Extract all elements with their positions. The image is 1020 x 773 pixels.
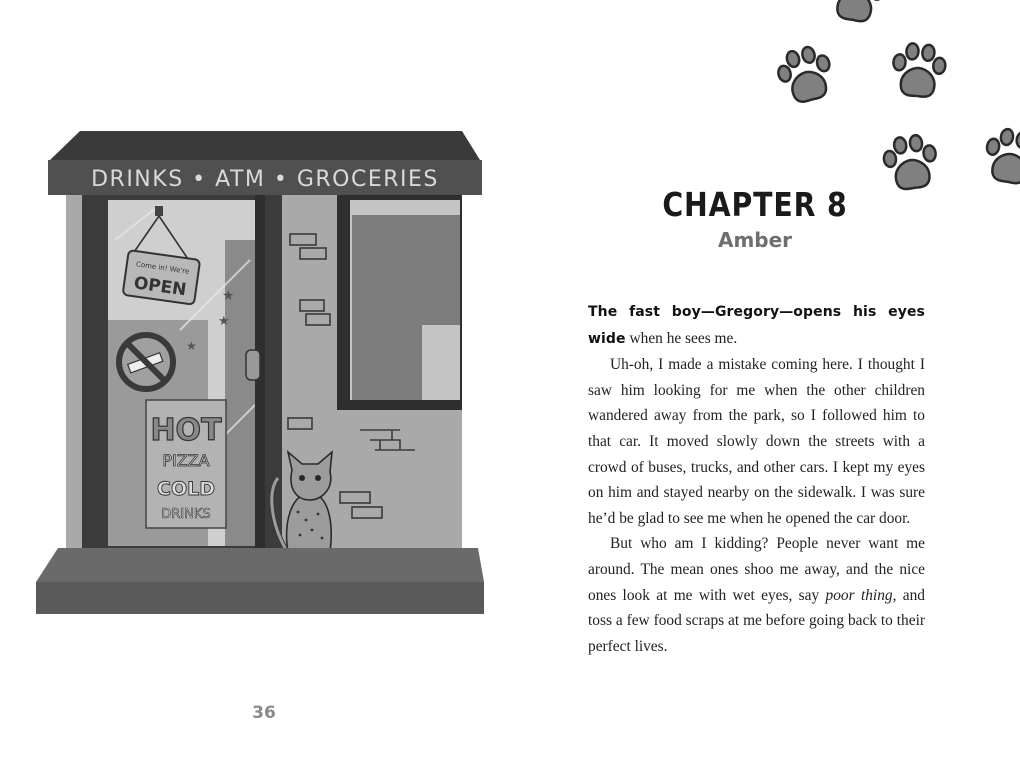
storefront-illustration — [0, 0, 500, 640]
paragraph-3-italic: poor thing — [825, 586, 893, 604]
paw-print-3 — [891, 42, 947, 99]
chapter-subtitle: Amber — [717, 228, 793, 252]
store-awning — [48, 131, 482, 195]
svg-text:★: ★ — [222, 289, 235, 304]
poster-line-drinks: DRINKS — [161, 507, 211, 522]
paragraph-2: Uh-oh, I made a mistake coming here. I thought I saw him looking for me when the other children wandered away from the park, so I followed him to that car. It moved slowly down the streets with a crowd of buses, trucks, and other cars. I kept my eyes on him and stayed nearby on the sidewalk. I was sure he’d be glad to see me when he opened the car door. — [588, 356, 925, 527]
paragraph-1-rest: when he sees me. — [625, 329, 738, 347]
open-sign-main-text: OPEN — [132, 273, 188, 301]
open-sign-small-text: Come in! We're — [135, 260, 190, 276]
no-smoking-sign — [119, 335, 173, 389]
chapter-title: CHAPTER 8 — [662, 185, 848, 224]
paragraph-3-part-a: But who am I kidding? People never want me around. The mean ones shoo me away, and the nice ones look at me with wet eyes, say — [588, 535, 925, 604]
awning-sign-text: DRINKS • ATM • GROCERIES — [91, 167, 439, 192]
pizza-poster — [146, 400, 226, 528]
poster-line-cold: COLD — [157, 478, 215, 500]
lead-in-text: The fast boy—Gregory—opens his eyes wide — [588, 304, 925, 347]
paragraph-3-part-b: , and toss a few food scraps at me before going back to their perfect lives. — [588, 586, 926, 655]
store-window — [337, 194, 462, 410]
poster-line-hot: HOT — [150, 413, 222, 448]
paragraph-3 — [588, 531, 925, 659]
paw-print-2 — [774, 42, 838, 106]
store-step — [36, 548, 484, 614]
paw-print-1 — [827, 0, 887, 24]
svg-text:★: ★ — [186, 339, 197, 353]
chapter-body — [588, 299, 925, 659]
paragraph-1 — [588, 299, 925, 352]
paw-print-5 — [982, 126, 1020, 186]
paw-prints-decoration — [760, 0, 1020, 210]
page-number: 36 — [252, 703, 276, 723]
door-handle — [246, 350, 260, 380]
paw-print-4 — [881, 133, 940, 192]
svg-text:★: ★ — [218, 313, 230, 328]
poster-line-pizza: PIZZA — [162, 451, 210, 470]
